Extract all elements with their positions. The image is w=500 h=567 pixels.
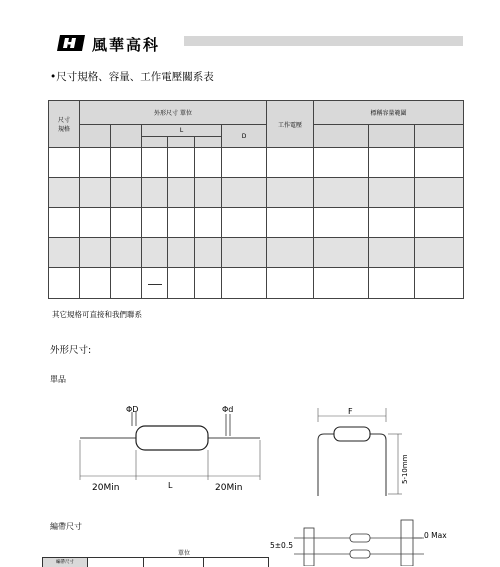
header-blank — [80, 125, 111, 148]
body-length-label: L — [168, 481, 173, 490]
dash-cell — [142, 268, 168, 299]
contact-note: 其它規格可直接和我們聯系 — [52, 310, 142, 319]
header-blank — [415, 125, 464, 148]
mini-table-unit: 單位 — [178, 550, 191, 557]
header-dimensions: 外形尺寸 單位 — [80, 101, 267, 125]
phi-d-label: Φd — [222, 405, 234, 414]
header-capacitance-range: 標稱容量範圍 — [314, 101, 464, 125]
table-row — [49, 208, 464, 238]
section-title-tape: 編帶尺寸 — [50, 522, 82, 531]
section-title-single: 單品 — [50, 375, 66, 384]
spec-table — [48, 100, 464, 299]
tape-pitch-label: 5±0.5 — [270, 541, 293, 550]
phi-D-label: ΦD — [126, 405, 139, 414]
header-blank — [142, 137, 168, 148]
component-body — [136, 426, 208, 450]
header-blank — [314, 125, 369, 148]
table-row — [49, 178, 464, 208]
header-blank — [195, 137, 222, 148]
header-blank — [111, 125, 142, 148]
header-blank — [168, 137, 195, 148]
header-blank — [369, 125, 415, 148]
bent-lead-drawing — [302, 404, 414, 500]
header-sub-d: D — [222, 125, 267, 148]
table-row — [49, 268, 464, 299]
single-component-drawing — [70, 398, 270, 494]
bent-width-label: F — [348, 407, 353, 416]
section-title-size-table: •尺寸規格、容量、工作電壓關系表 — [50, 71, 214, 83]
tape-max-label: 0 Max — [424, 531, 447, 540]
table-row — [49, 148, 464, 178]
lead-left-label: 20Min — [92, 483, 120, 493]
brand-name: 風華高科 — [92, 36, 161, 54]
tape-drawing — [264, 518, 464, 566]
bent-height-label: 5-10mm — [401, 454, 409, 484]
header-working-voltage: 工作電壓 — [267, 101, 314, 148]
header-sub-l: L — [142, 125, 222, 137]
header-size-spec: 尺寸 規格 — [49, 101, 80, 148]
mini-table-row-label: 編帶尺寸 — [43, 558, 88, 567]
header-bar — [184, 36, 463, 46]
dash-mark — [148, 284, 162, 285]
table-row — [49, 238, 464, 268]
fh-logo-icon — [56, 33, 86, 53]
section-title-outline: 外形尺寸: — [50, 345, 92, 356]
lead-right-label: 20Min — [215, 483, 243, 493]
